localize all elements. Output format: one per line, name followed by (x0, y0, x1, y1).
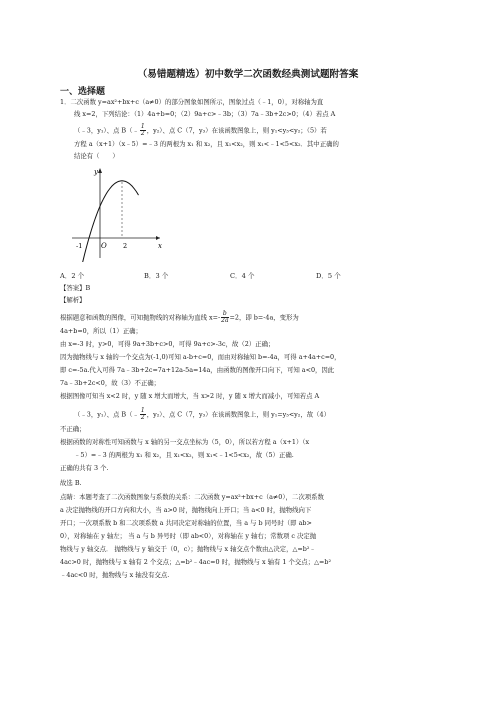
analysis-line: 7a﹣3b+2c<0，故（3）不正确； (60, 379, 161, 387)
tick-label-two: 2 (123, 242, 128, 250)
note-line: 开口；一次项系数 b 和二次项系数 a 共同决定对称轴的位置，当 a 与 b 同号时（即 ab> (60, 519, 312, 527)
answer-line: 【答案】B (60, 284, 91, 292)
fraction-half: $\frac{1}{2}$ (140, 123, 145, 137)
question-line (74, 124, 327, 137)
question-text: ，y₂）、点 C（7，y₃）在该函数图象上，则 y₁<y₃<y₂；（5）若 (146, 126, 327, 135)
note-line: 0），对称轴在 y 轴左； 当 a 与 b 异号时（即 ab<0），对称轴在 y 轴右；常数项 c 决定抛 (60, 532, 317, 540)
question-line: 结论有（ ） (74, 152, 119, 160)
fraction-b-over-2a: $\frac{b}{2a}$ (221, 310, 229, 324)
note-line: ﹣4ac<0 时，抛物线与 x 轴没有交点. (60, 571, 170, 579)
question-line: 1．二次函数 y=ax²+bx+c（a≠0）的部分图象如图所示，图象过点（﹣1，0），对称轴为直 (60, 98, 324, 106)
parabola-curve (80, 181, 138, 262)
option-c[interactable]: C．4 个 (230, 272, 255, 280)
conclusion-line: 故选 B. (60, 479, 82, 487)
analysis-line: 因为抛物线与 x 轴的一个交点为(-1,0)可知 a-b+c=0，而由对称轴知 b=-4a，可得 a+4a+c=0， (60, 353, 341, 361)
note-line: 点睛：本题考查了二次函数图象与系数的关系：二次函数 y=ax²+bx+c（a≠0），二次项系数 (60, 493, 324, 501)
analysis-line: 不正确； (60, 425, 86, 433)
analysis-line: 根据图像可知当 x<2 时，y 随 x 增大而增大，当 x>2 时，y 随 x 增大而减小，可知若点 A (60, 392, 320, 400)
analysis-label: 【解析】 (60, 296, 86, 304)
analysis-line: ﹣5）=﹣3 的两根为 x₁ 和 x₂，且 x₁<x₂，则 x₁<﹣1<5<x₂，故（5）正确. (74, 451, 294, 459)
page-title: （易错题精选）初中数学二次函数经典测试题附答案 (137, 69, 359, 80)
y-axis-label: y (94, 168, 98, 176)
option-b[interactable]: B．3 个 (144, 272, 169, 280)
analysis-line: 根据题意和函数的图像，可知抛物线的对称轴为直线 x=- $\frac{b}{2a}$ =2，即 b=-4a，变形为 (60, 310, 299, 324)
note-line: a 决定抛物线的开口方向和大小，当 a>0 时，抛物线向上开口；当 a<0 时，抛物线向下 (60, 506, 312, 514)
analysis-line: 根据函数的对称性可知函数与 x 轴的另一交点坐标为（5，0），所以若方程 a（x+1）（x (60, 438, 310, 446)
question-line: 方程 a（x+1）（x﹣5）=﹣3 的两根为 x₁ 和 x₂，且 x₁<x₂，则 x₁<﹣1<5<x₂．其中正确的 (74, 140, 339, 148)
option-d[interactable]: D．5 个 (316, 272, 341, 280)
question-line: 线 x=2，下列结论：（1）4a+b=0；（2）9a+c>﹣3b；（3）7a﹣3b+2c>0；（4）若点 A (74, 110, 336, 118)
section-heading: 一、选择题 (60, 87, 106, 97)
tick-label-neg-one: -1 (76, 242, 83, 250)
analysis-line: （﹣3，y₁）、点 B（﹣ $\frac{1}{2}$ ，y₂）、点 C（7，y₃）在该函数图象上，则 y₁=y₃<y₂，故（4） (74, 407, 330, 421)
analysis-line: 即 c=-5a.代入可得 7a﹣3b+2c=7a+12a-5a=14a，由函数的图像开口向下，可知 a<0，因此 (60, 366, 335, 374)
x-axis-label: x (158, 242, 162, 250)
note-line: 4ac>0 时，抛物线与 x 轴有 2 个交点；△=b²﹣4ac=0 时，抛物线与 x 轴有 1 个交点；△=b² (60, 558, 332, 566)
y-axis-arrow (98, 168, 102, 173)
origin-label: O (101, 242, 107, 250)
analysis-line: 正确的共有 3 个. (60, 464, 109, 472)
question-text: （﹣3，y₁）、点 B（﹣ (74, 126, 139, 135)
analysis-line: 4a+b=0，所以（1）正确； (60, 327, 142, 335)
analysis-line: 由 x=-3 时，y>0，可得 9a+3b+c>0，可得 9a+c>-3c，故（2）正确； (60, 340, 275, 348)
parabola-graph (70, 162, 170, 262)
note-line: 物线与 y 轴交点． 抛物线与 y 轴交于（0，c）；抛物线与 x 轴交点个数由△决定，△=b²﹣ (60, 545, 316, 553)
x-axis-arrow (156, 236, 160, 240)
option-a[interactable]: A．2 个 (60, 272, 85, 280)
fraction-half: $\frac{1}{2}$ (140, 407, 145, 421)
